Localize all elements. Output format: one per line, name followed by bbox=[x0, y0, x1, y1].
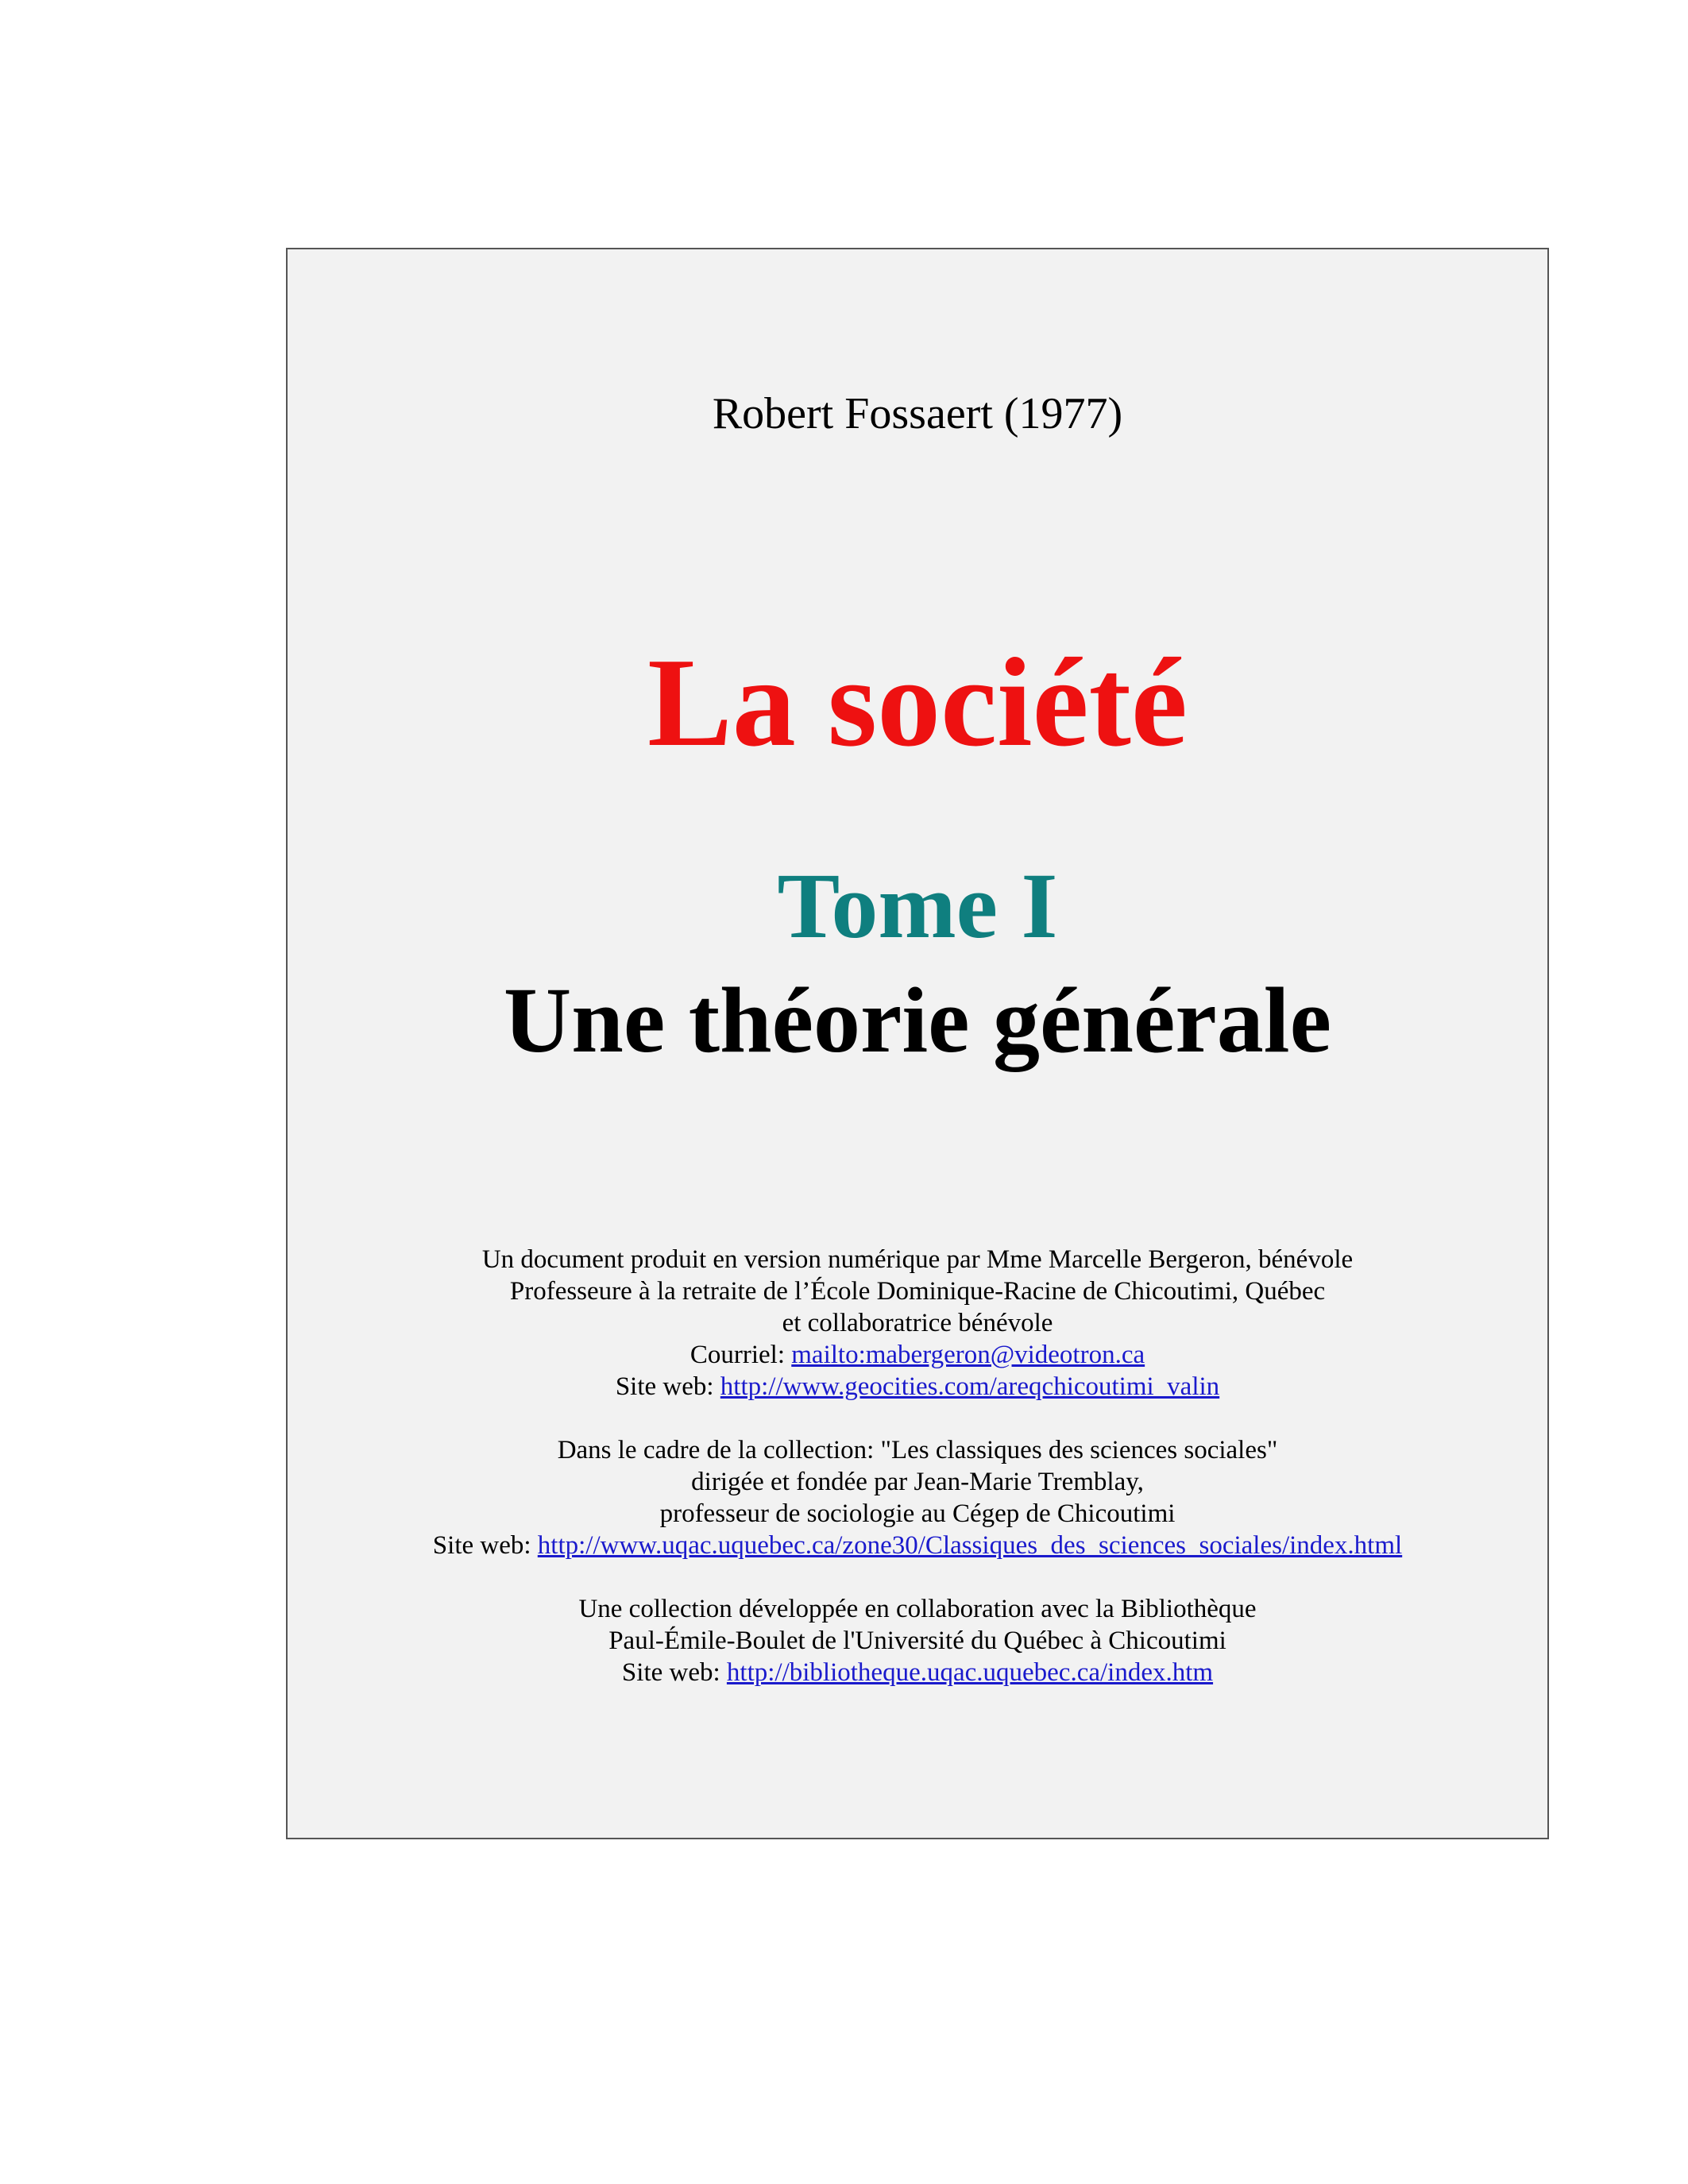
collection-director-role: professeur de sociologie au Cégep de Chicoutimi bbox=[659, 1499, 1176, 1528]
credit-email-line bbox=[288, 1339, 1547, 1371]
book-subtitle: Une théorie générale bbox=[504, 968, 1331, 1072]
author-line: Robert Fossaert (1977) bbox=[712, 389, 1123, 438]
book-title: La société bbox=[647, 631, 1188, 773]
site-link-bibliotheque[interactable]: http://bibliotheque.uqac.uquebec.ca/index.htm bbox=[726, 1658, 1214, 1687]
credit-producer-line: Un document produit en version numérique par Mme Marcelle Bergeron, bénévole bbox=[481, 1245, 1354, 1274]
credit-producer-affiliation: Professeure à la retraite de l’École Dominique-Racine de Chicoutimi, Québec bbox=[509, 1277, 1326, 1306]
site-link-uqac-classiques[interactable]: http://www.uqac.uquebec.ca/zone30/Classiques_des_sciences_sociales/index.html bbox=[537, 1531, 1403, 1560]
collection-line: Dans le cadre de la collection: "Les classiques des sciences sociales" bbox=[557, 1436, 1278, 1464]
collection-director-line: dirigée et fondée par Jean-Marie Tremblay, bbox=[691, 1468, 1144, 1496]
email-link[interactable]: mailto:mabergeron@videotron.ca bbox=[791, 1341, 1145, 1369]
site-link-geocities[interactable]: http://www.geocities.com/areqchicoutimi_valin bbox=[720, 1372, 1220, 1401]
library-collab-line: Une collection développée en collaboration avec la Bibliothèque bbox=[578, 1595, 1257, 1623]
tome-label: Tome I bbox=[777, 854, 1058, 958]
cover-box bbox=[286, 248, 1549, 1839]
credit-site-line-1 bbox=[288, 1371, 1547, 1403]
site-label-1: Site web: bbox=[615, 1372, 720, 1401]
email-label: Courriel: bbox=[689, 1341, 792, 1369]
site-label-2: Site web: bbox=[432, 1531, 538, 1560]
site-label-3: Site web: bbox=[621, 1658, 727, 1687]
library-name-line: Paul-Émile-Boulet de l'Université du Québec à Chicoutimi bbox=[608, 1626, 1226, 1655]
credit-site-line-2 bbox=[288, 1530, 1547, 1561]
credit-producer-role: et collaboratrice bénévole bbox=[782, 1309, 1053, 1337]
credit-site-line-3 bbox=[288, 1657, 1547, 1688]
